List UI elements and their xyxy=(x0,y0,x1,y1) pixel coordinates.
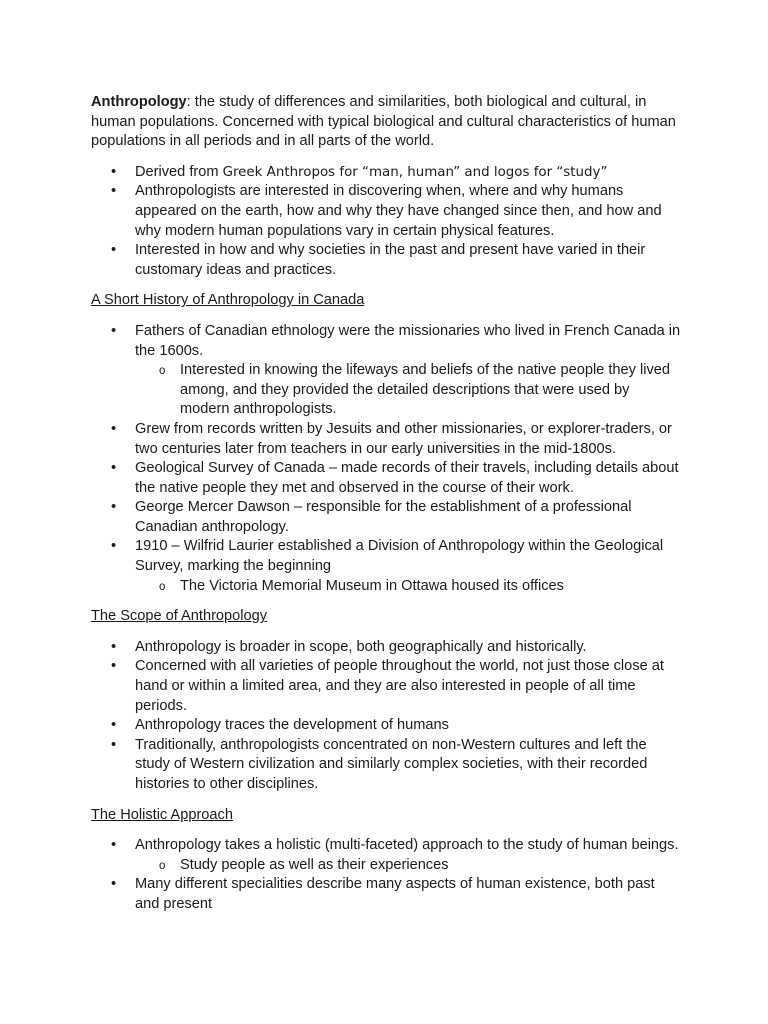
list-item xyxy=(91,163,681,183)
etymology-text: Greek Anthropos for “man, human” and logos for “study” xyxy=(222,164,608,180)
scope-bullet-list xyxy=(91,638,681,795)
intro-paragraph xyxy=(91,93,681,152)
list-item-text: Anthropology takes a holistic (multi-faceted) approach to the study of human beings. xyxy=(135,837,679,854)
intro-definition: : the study of differences and similarities, both biological and cultural, in human populations. Concerned with typical biological and cultural characteristics of human populations in all periods and in all parts of the world. xyxy=(91,94,676,150)
sub-list xyxy=(135,577,681,597)
section-heading-scope: The Scope of Anthropology xyxy=(91,608,268,625)
history-bullet-list xyxy=(91,322,681,596)
sub-list-item: o The Victoria Memorial Museum in Ottawa housed its offices xyxy=(135,577,681,597)
section-heading-holistic: The Holistic Approach xyxy=(91,806,233,823)
list-item-text: Derived from xyxy=(135,163,223,180)
list-item: • Anthropology is broader in scope, both geographically and historically. xyxy=(91,638,681,658)
list-item-text: 1910 – Wilfrid Laurier established a Division of Anthropology within the Geological Survey, marking the beginning xyxy=(135,538,664,575)
list-item: • George Mercer Dawson – responsible for the establishment of a professional Canadian anthropology. xyxy=(91,498,681,537)
section-heading-history: A Short History of Anthropology in Canada xyxy=(91,292,365,309)
list-item xyxy=(91,836,681,875)
sub-list xyxy=(135,361,681,420)
intro-bullet-list xyxy=(91,163,681,281)
list-item: • Grew from records written by Jesuits and other missionaries, or explorer-traders, or two centuries later from teachers in our early universities in the mid-1800s. xyxy=(91,420,681,459)
list-item: • Anthropology traces the development of humans xyxy=(91,716,681,736)
list-item: • Geological Survey of Canada – made records of their travels, including details about the native people they met and observed in the course of their work. xyxy=(91,459,681,498)
list-item: • Traditionally, anthropologists concentrated on non-Western cultures and left the study of Western civilization and similarly complex societies, with their recorded histories to other disciplines. xyxy=(91,736,681,795)
list-item: • Concerned with all varieties of people throughout the world, not just those close at hand or within a limited area, and they are also interested in people of all time periods. xyxy=(91,657,681,716)
sub-list xyxy=(135,856,681,876)
document-content xyxy=(91,93,681,926)
list-item: • Anthropologists are interested in discovering when, where and why humans appeared on the earth, how and why they have changed since then, and how and why modern human populations vary in certain physical features. xyxy=(91,182,681,241)
holistic-bullet-list xyxy=(91,836,681,914)
list-item-text: Fathers of Canadian ethnology were the missionaries who lived in French Canada in the 1600s. xyxy=(135,322,681,359)
list-item: • Many different specialities describe many aspects of human existence, both past and present xyxy=(91,875,681,914)
intro-term: Anthropology xyxy=(91,94,187,110)
list-item: • Interested in how and why societies in the past and present have varied in their customary ideas and practices. xyxy=(91,241,681,280)
list-item xyxy=(91,322,681,420)
sub-list-item: o Study people as well as their experiences xyxy=(135,856,681,876)
sub-list-item: o Interested in knowing the lifeways and beliefs of the native people they lived among, and they provided the detailed descriptions that were used by modern anthropologists. xyxy=(135,361,681,420)
list-item xyxy=(91,537,681,596)
